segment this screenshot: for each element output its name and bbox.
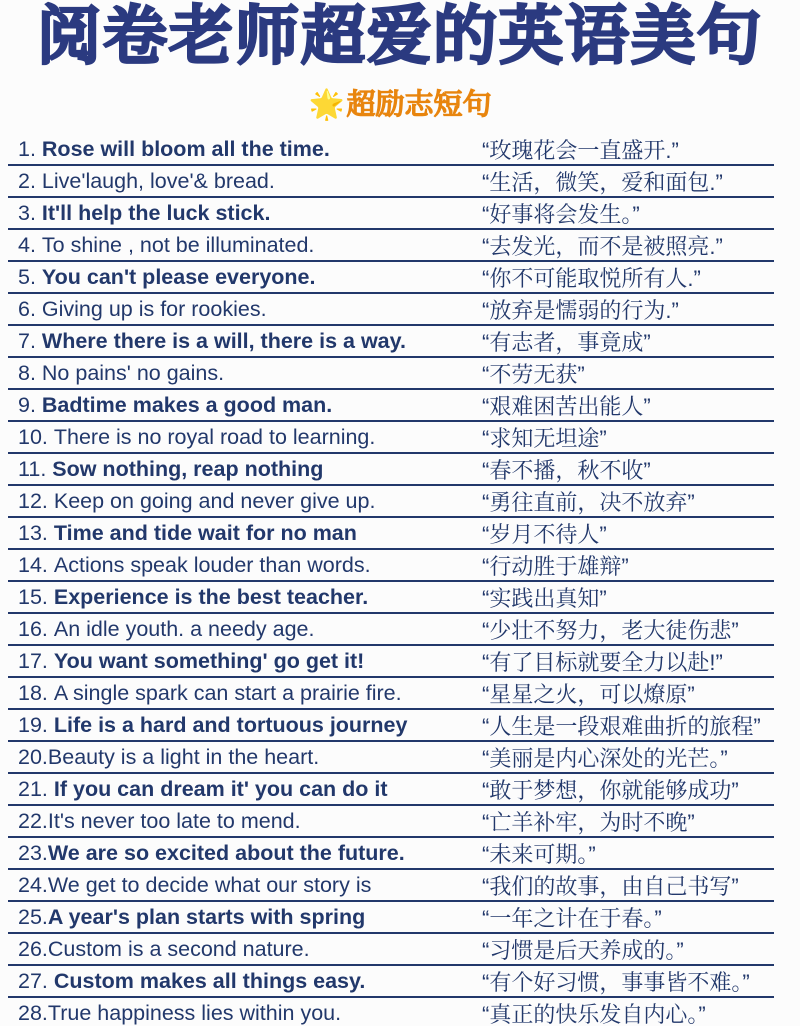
item-english: To shine , not be illuminated.	[41, 232, 315, 257]
item-chinese: “好事将会发生。”	[482, 201, 640, 227]
item-chinese: “岁月不待人”	[482, 521, 607, 547]
quote-row	[8, 198, 774, 230]
quote-left	[18, 1001, 482, 1026]
item-number: 8.	[18, 360, 42, 385]
quote-row	[8, 934, 774, 966]
quote-row	[8, 390, 774, 422]
item-english: It'll help the luck stick.	[41, 200, 271, 225]
item-chinese: “艰难困苦出能人”	[482, 393, 651, 419]
quote-left	[18, 713, 482, 738]
item-english: You want something' go get it!	[53, 648, 365, 673]
item-english: Keep on going and never give up.	[53, 488, 376, 513]
quote-row	[8, 710, 774, 742]
item-number: 23.	[18, 840, 48, 865]
quote-left	[18, 873, 482, 898]
item-chinese: “不劳无获”	[482, 361, 585, 387]
item-english: We get to decide what our story is	[47, 872, 372, 897]
item-english: Beauty is a light in the heart.	[47, 744, 320, 769]
quote-left	[18, 489, 482, 514]
item-chinese: “未来可期。”	[482, 841, 596, 867]
item-chinese: “有了目标就要全力以赴!”	[482, 649, 723, 675]
quote-left	[18, 553, 482, 578]
item-english: Life is a hard and tortuous journey	[53, 712, 408, 737]
item-number: 17.	[18, 648, 54, 673]
item-number: 28.	[18, 1000, 48, 1025]
item-chinese: “星星之火，可以燎原”	[482, 681, 695, 707]
quote-row	[8, 870, 774, 902]
item-chinese: “敢于梦想，你就能够成功”	[482, 777, 739, 803]
item-number: 27.	[18, 968, 54, 993]
item-chinese: “春不播，秋不收”	[482, 457, 651, 483]
item-number: 22.	[18, 808, 48, 833]
item-chinese: “人生是一段艰难曲折的旅程”	[482, 713, 761, 739]
item-number: 18.	[18, 680, 54, 705]
item-chinese: “去发光，而不是被照亮.”	[482, 233, 723, 259]
item-number: 7.	[18, 328, 42, 353]
quote-row	[8, 582, 774, 614]
quote-left	[18, 329, 482, 354]
quote-left	[18, 745, 482, 770]
item-english: Custom makes all things easy.	[53, 968, 366, 993]
quote-left	[18, 457, 482, 482]
item-number: 2.	[18, 168, 42, 193]
item-chinese: “生活，微笑，爱和面包.”	[482, 169, 723, 195]
item-chinese: “求知无坦途”	[482, 425, 607, 451]
item-chinese: “玫瑰花会一直盛开.”	[482, 137, 679, 163]
item-number: 11.	[18, 456, 53, 481]
item-chinese: “我们的故事，由自己书写”	[482, 873, 739, 899]
quote-left	[18, 777, 482, 802]
quote-row	[8, 774, 774, 806]
quote-row	[8, 902, 774, 934]
item-english: Actions speak louder than words.	[53, 552, 371, 577]
quote-left	[18, 297, 482, 322]
quote-row	[8, 454, 774, 486]
quote-left	[18, 681, 482, 706]
quote-left	[18, 425, 482, 450]
item-number: 13.	[18, 520, 54, 545]
quote-row	[8, 134, 774, 166]
quote-row	[8, 486, 774, 518]
item-english: A single spark can start a prairie fire.	[53, 680, 402, 705]
quote-row	[8, 358, 774, 390]
item-chinese: “习惯是后天养成的。”	[482, 937, 684, 963]
item-chinese: “行动胜于雄辩”	[482, 553, 629, 579]
item-number: 20.	[18, 744, 48, 769]
item-chinese: “实践出真知”	[482, 585, 607, 611]
item-chinese: “亡羊补牢，为时不晚”	[482, 809, 695, 835]
item-number: 9.	[18, 392, 42, 417]
page-title: 阅卷老师超爱的英语美句	[37, 0, 763, 72]
item-number: 21.	[18, 776, 54, 801]
quote-row	[8, 294, 774, 326]
item-chinese: “一年之计在于春。”	[482, 905, 662, 931]
quote-row	[8, 678, 774, 710]
item-english: We are so excited about the future.	[47, 840, 405, 865]
quote-row	[8, 230, 774, 262]
subtitle	[0, 82, 800, 123]
quote-left	[18, 905, 482, 930]
quote-left	[18, 137, 482, 162]
item-number: 12.	[18, 488, 54, 513]
item-number: 14.	[18, 552, 54, 577]
quote-left	[18, 617, 482, 642]
quote-left	[18, 265, 482, 290]
quote-left	[18, 937, 482, 962]
item-number: 15.	[18, 584, 54, 609]
item-chinese: “有志者，事竟成”	[482, 329, 651, 355]
quote-row	[8, 550, 774, 582]
quote-left	[18, 521, 482, 546]
quote-left	[18, 393, 482, 418]
item-chinese: “有个好习惯，事事皆不难。”	[482, 969, 750, 995]
quote-row	[8, 326, 774, 358]
quote-left	[18, 809, 482, 834]
item-english: Custom is a second nature.	[47, 936, 310, 961]
quote-left	[18, 169, 482, 194]
item-english: No pains' no gains.	[41, 360, 225, 385]
item-chinese: “你不可能取悦所有人.”	[482, 265, 701, 291]
quote-row	[8, 838, 774, 870]
item-number: 16.	[18, 616, 54, 641]
quote-left	[18, 969, 482, 994]
item-chinese: “真正的快乐发自内心。”	[482, 1001, 706, 1026]
item-english: Rose will bloom all the time.	[41, 136, 330, 161]
quote-row	[8, 166, 774, 198]
quote-left	[18, 361, 482, 386]
item-number: 19.	[18, 712, 54, 737]
item-number: 3.	[18, 200, 42, 225]
quote-row	[8, 742, 774, 774]
item-english: An idle youth. a needy age.	[53, 616, 315, 641]
item-english: Sow nothing, reap nothing	[52, 456, 324, 481]
item-english: Badtime makes a good man.	[41, 392, 333, 417]
item-number: 26.	[18, 936, 48, 961]
quote-left	[18, 233, 482, 258]
quote-left	[18, 649, 482, 674]
quote-row	[8, 422, 774, 454]
quote-left	[18, 841, 482, 866]
item-number: 24.	[18, 872, 48, 897]
star-icon: 🌟	[308, 89, 345, 122]
item-number: 10.	[18, 424, 54, 449]
quote-row	[8, 262, 774, 294]
item-number: 6.	[18, 296, 42, 321]
item-english: It's never too late to mend.	[47, 808, 301, 833]
item-english: Time and tide wait for no man	[53, 520, 357, 545]
quote-row	[8, 518, 774, 550]
quote-left	[18, 201, 482, 226]
item-english: Live'laugh, love'& bread.	[41, 168, 275, 193]
quote-left	[18, 585, 482, 610]
item-english: If you can dream it' you can do it	[53, 776, 388, 801]
item-chinese: “放弃是懦弱的行为.”	[482, 297, 679, 323]
quote-list	[8, 134, 774, 1026]
item-chinese: “少壮不努力，老大徒伤悲”	[482, 617, 739, 643]
item-number: 1.	[18, 136, 42, 161]
item-english: Experience is the best teacher.	[53, 584, 369, 609]
quote-row	[8, 806, 774, 838]
item-english: You can't please everyone.	[41, 264, 316, 289]
item-number: 25.	[18, 904, 48, 929]
item-number: 4.	[18, 232, 42, 257]
quote-row	[8, 614, 774, 646]
subtitle-text: 超励志短句	[346, 89, 492, 122]
quote-row	[8, 966, 774, 998]
quote-row	[8, 646, 774, 678]
item-english: Giving up is for rookies.	[41, 296, 267, 321]
item-english: There is no royal road to learning.	[53, 424, 376, 449]
item-chinese: “勇往直前，决不放弃”	[482, 489, 695, 515]
item-chinese: “美丽是内心深处的光芒。”	[482, 745, 728, 771]
quote-row	[8, 998, 774, 1026]
item-english: Where there is a will, there is a way.	[41, 328, 406, 353]
item-english: A year's plan starts with spring	[47, 904, 366, 929]
item-number: 5.	[18, 264, 42, 289]
item-english: True happiness lies within you.	[47, 1000, 342, 1025]
